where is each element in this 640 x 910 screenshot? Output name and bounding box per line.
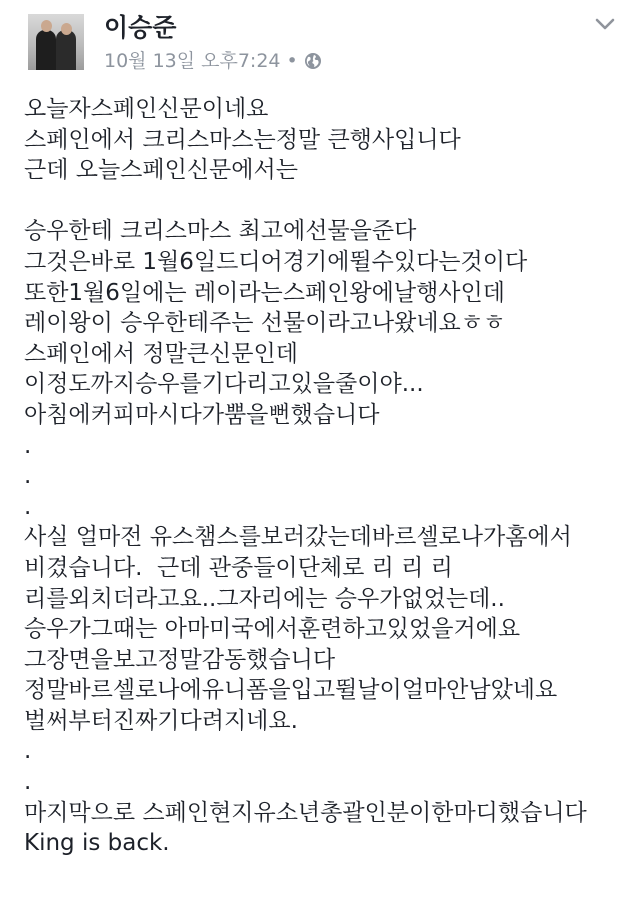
post-text-line: . bbox=[24, 463, 32, 490]
avatar-head-right bbox=[61, 23, 72, 35]
post-text-line: 또한1월6일에는 레이라는스페인왕에날행사인데 bbox=[24, 279, 505, 306]
author-name[interactable]: 이승준 bbox=[104, 13, 177, 42]
post-text-line: 리를외치더라고요..그자리에는 승우가없었는데.. bbox=[24, 585, 505, 612]
avatar-head-left bbox=[41, 20, 52, 32]
post-text-line: King is back. bbox=[24, 830, 170, 857]
chevron-down-icon[interactable] bbox=[592, 14, 618, 34]
post-text-line: 승우가그때는 아마미국에서훈련하고있었을거에요 bbox=[24, 616, 521, 643]
post-text-line: 그장면을보고정말감동했습니다 bbox=[24, 646, 336, 673]
post-text-line: . bbox=[24, 738, 32, 765]
post-text-line: . bbox=[24, 769, 32, 796]
meta-separator: • bbox=[286, 50, 298, 72]
post-text-line: 레이왕이 승우한테주는 선물이라고나왔네요ㅎㅎ bbox=[24, 310, 506, 337]
post-text-line: 마지막으로 스페인현지유소년총괄인분이한마디했습니다 bbox=[24, 799, 587, 826]
post-text-line: 사실 얼마전 유스챔스를보러갔는데바르셀로나가홈에서 bbox=[24, 524, 572, 551]
post-text-line: 오늘자스페인신문이네요 bbox=[24, 96, 269, 122]
avatar[interactable] bbox=[28, 14, 84, 70]
avatar-figure-right bbox=[56, 30, 76, 70]
post-text-line: 승우한테 크리스마스 최고에선물을준다 bbox=[24, 218, 417, 245]
avatar-figure-left bbox=[36, 30, 56, 70]
post-text-line: 아침에커피마시다가뿜을뻔했습니다 bbox=[24, 401, 380, 428]
post-text-line: 비겼습니다. 근데 관중들이단체로 리 리 리 bbox=[24, 554, 453, 581]
post-text-line: 스페인에서 정말큰신문인데 bbox=[24, 340, 298, 367]
post-meta bbox=[104, 48, 322, 74]
post-text-line: . bbox=[24, 432, 32, 459]
post-text-line: 이정도까지승우를기다리고있을줄이야... bbox=[24, 371, 424, 398]
post-text-line bbox=[24, 186, 624, 217]
post-text-line: 그것은바로 1월6일드디어경기에뛸수있다는것이다 bbox=[24, 248, 528, 275]
globe-icon[interactable] bbox=[304, 52, 322, 70]
post-timestamp[interactable]: 10월 13일 오후7:24 bbox=[104, 50, 281, 72]
post-text bbox=[24, 94, 624, 859]
post-text-line: 벌써부터진짜기다려지네요. bbox=[24, 707, 298, 734]
post-header bbox=[0, 0, 640, 90]
post-text-line: 근데 오늘스페인신문에서는 bbox=[24, 157, 298, 184]
post-text-line: 스페인에서 크리스마스는정말 큰행사입니다 bbox=[24, 126, 461, 153]
post-text-line: 정말바르셀로나에유니폼을입고뛸날이얼마안남았네요 bbox=[24, 677, 558, 704]
post-text-line: . bbox=[24, 493, 32, 520]
